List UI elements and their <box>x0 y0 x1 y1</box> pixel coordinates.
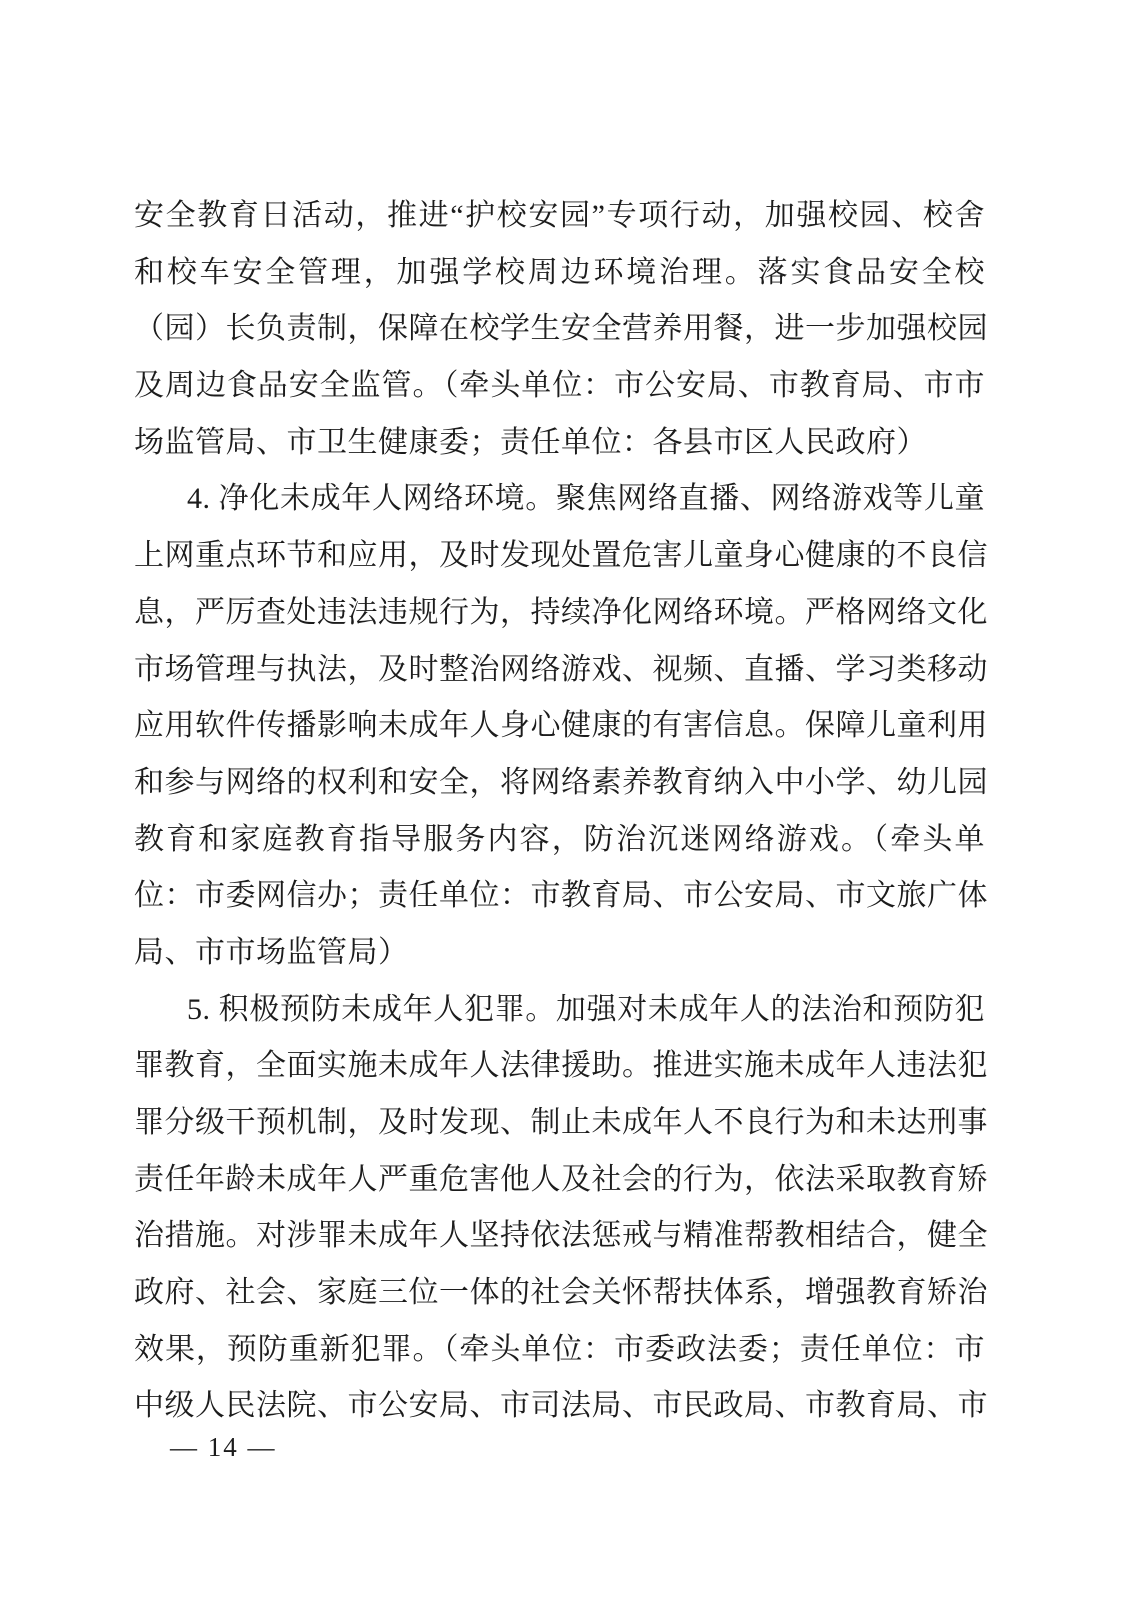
text-line: 效果，预防重新犯罪。（牵头单位：市委政法委；责任单位：市 <box>134 1332 985 1366</box>
text-line: （园）长负责制，保障在校学生安全营养用餐，进一步加强校园 <box>134 312 988 346</box>
text-line: 中级人民法院、市公安局、市司法局、市民政局、市教育局、市 <box>134 1389 988 1423</box>
text-line: 和校车安全管理，加强学校周边环境治理。落实食品安全校 <box>134 255 985 289</box>
text-line: 责任年龄未成年人严重危害他人及社会的行为，依法采取教育矫 <box>134 1162 988 1196</box>
text-line: 局、市市场监管局） <box>134 935 409 969</box>
document-text-block <box>134 188 988 1435</box>
text-line: 场监管局、市卫生健康委；责任单位：各县市区人民政府） <box>134 425 927 459</box>
text-line: 治措施。对涉罪未成年人坚持依法惩戒与精准帮教相结合，健全 <box>134 1219 988 1253</box>
text-line: 5. 积极预防未成年人犯罪。加强对未成年人的法治和预防犯 <box>187 992 985 1026</box>
text-line: 市场管理与执法，及时整治网络游戏、视频、直播、学习类移动 <box>134 652 988 686</box>
text-line: 安全教育日活动，推进“护校安园”专项行动，加强校园、校舍 <box>134 199 985 232</box>
text-line: 应用软件传播影响未成年人身心健康的有害信息。保障儿童利用 <box>134 709 988 743</box>
text-line: 及周边食品安全监管。（牵头单位：市公安局、市教育局、市市 <box>134 369 985 403</box>
text-line: 教育和家庭教育指导服务内容，防治沉迷网络游戏。（牵头单 <box>134 822 985 856</box>
text-line: 4. 净化未成年人网络环境。聚焦网络直播、网络游戏等儿童 <box>187 482 985 516</box>
text-line: 上网重点环节和应用，及时发现处置危害儿童身心健康的不良信 <box>134 539 988 573</box>
text-line: 位：市委网信办；责任单位：市教育局、市公安局、市文旅广体 <box>134 879 988 913</box>
page-number: — 14 — <box>170 1432 277 1462</box>
text-line: 息，严厉查处违法违规行为，持续净化网络环境。严格网络文化 <box>134 595 988 629</box>
text-line: 罪教育，全面实施未成年人法律援助。推进实施未成年人违法犯 <box>134 1049 988 1083</box>
text-line: 罪分级干预机制，及时发现、制止未成年人不良行为和未达刑事 <box>134 1106 988 1139</box>
text-line: 政府、社会、家庭三位一体的社会关怀帮扶体系，增强教育矫治 <box>134 1276 988 1310</box>
text-line: 和参与网络的权利和安全，将网络素养教育纳入中小学、幼儿园 <box>134 765 988 799</box>
